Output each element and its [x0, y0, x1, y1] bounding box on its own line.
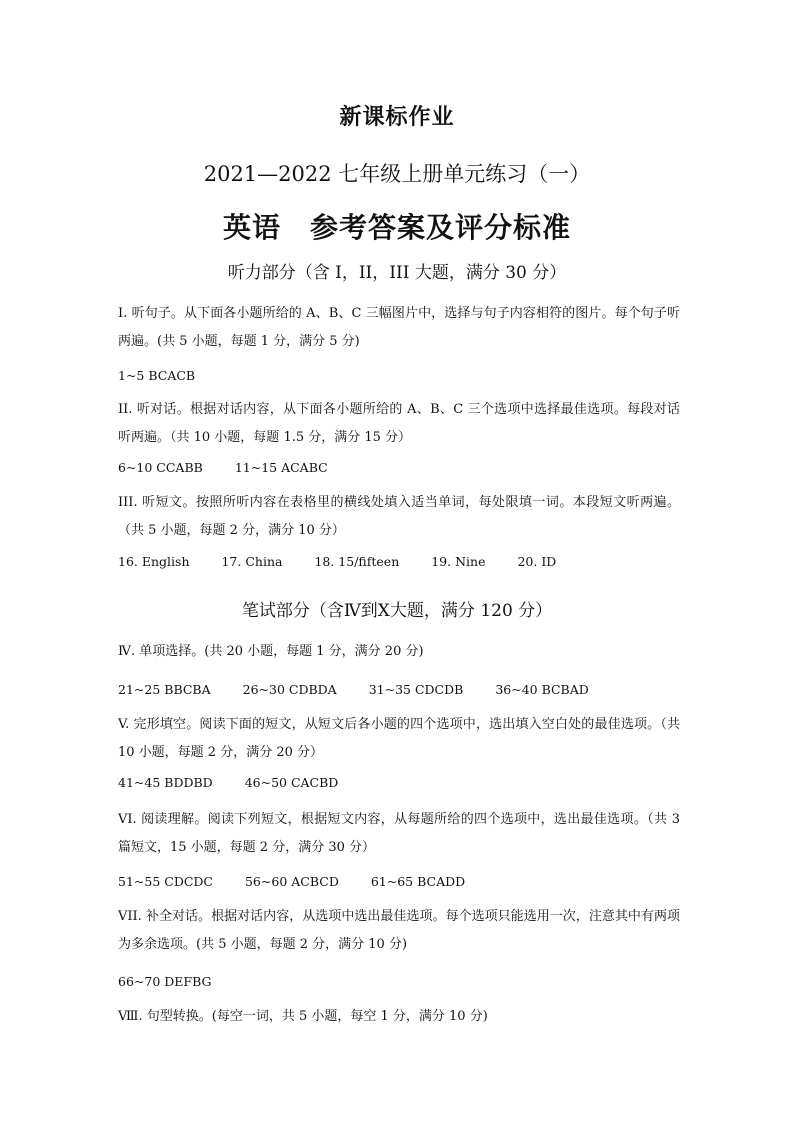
section-3-answers [118, 552, 680, 572]
section-5-answers [118, 773, 680, 793]
listening-heading: 听力部分（含 I，II，III 大题，满分 30 分） [227, 263, 567, 283]
section-4-instruction: Ⅳ. 单项选择。(共 20 小题，每题 1 分，满分 20 分) [118, 644, 424, 659]
answer-item: 16. English [118, 554, 190, 569]
answer-group: 26~30 CDBDA [242, 682, 337, 697]
answer-group: 51~55 CDCDC [118, 874, 213, 889]
section-6-instruction: VI. 阅读理解。阅读下列短文，根据短文内容，从每题所给的四个选项中，选出最佳选项。（共 3 篇短文，15 小题，每题 2 分，满分 30 分） [118, 812, 680, 855]
section-7-instruction: VII. 补全对话。根据对话内容，从选项中选出最佳选项。每个选项只能选用一次，注意其中有两项为多余选项。(共 5 小题，每题 2 分，满分 10 分) [118, 909, 680, 952]
section-3-instruction: III. 听短文。按照所听内容在表格里的横线处填入适当单词，每处限填一词。本段短文听两遍。（共 5 小题，每题 2 分，满分 10 分） [118, 495, 680, 538]
exam-subtitle: 2021—2022 七年级上册单元练习（一） [203, 162, 591, 186]
answer-group: 21~25 BBCBA [118, 682, 211, 697]
section-1-answers [118, 366, 680, 386]
writing-heading: 笔试部分（含Ⅳ到Ⅹ大题，满分 120 分） [241, 601, 553, 621]
answer-item: 20. ID [517, 554, 557, 569]
answer-group: 61~65 BCADD [370, 874, 466, 889]
section-6-answers [118, 872, 680, 892]
answer-group: 46~50 CACBD [244, 775, 339, 790]
answer-group: 36~40 BCBAD [495, 682, 589, 697]
answer-group: 6~10 CCABB [118, 460, 203, 475]
document-title: 英语 参考答案及评分标准 [222, 211, 571, 244]
section-5-instruction: V. 完形填空。阅读下面的短文，从短文后各小题的四个选项中，选出填入空白处的最佳选项。（共 10 小题，每题 2 分，满分 20 分） [118, 717, 680, 760]
section-4-answers [118, 680, 680, 700]
section-1-instruction: Ⅰ. 听句子。从下面各小题所给的 A、B、C 三幅图片中，选择与句子内容相符的图片。每个句子听两遍。(共 5 小题，每题 1 分，满分 5 分) [118, 306, 680, 349]
section-7-answers [118, 972, 680, 992]
answer-group: 11~15 ACABC [234, 460, 328, 475]
answer-item: 18. 15/fifteen [314, 554, 400, 569]
answer-group: 1~5 BCACB [118, 368, 196, 383]
answer-group: 56~60 ACBCD [244, 874, 339, 889]
brand-title: 新课标作业 [339, 104, 455, 130]
answer-group: 66~70 DEFBG [118, 974, 212, 989]
section-8-instruction: Ⅷ. 句型转换。(每空一词，共 5 小题，每空 1 分，满分 10 分) [118, 1009, 488, 1024]
answer-group: 31~35 CDCDB [368, 682, 464, 697]
answer-group: 41~45 BDDBD [118, 775, 213, 790]
answer-item: 19. Nine [431, 554, 486, 569]
answer-item: 17. China [221, 554, 283, 569]
section-2-answers [118, 458, 680, 478]
section-2-instruction: II. 听对话。根据对话内容，从下面各小题所给的 A、B、C 三个选项中选择最佳选项。每段对话听两遍。（共 10 小题，每题 1.5 分，满分 15 分） [118, 402, 680, 445]
